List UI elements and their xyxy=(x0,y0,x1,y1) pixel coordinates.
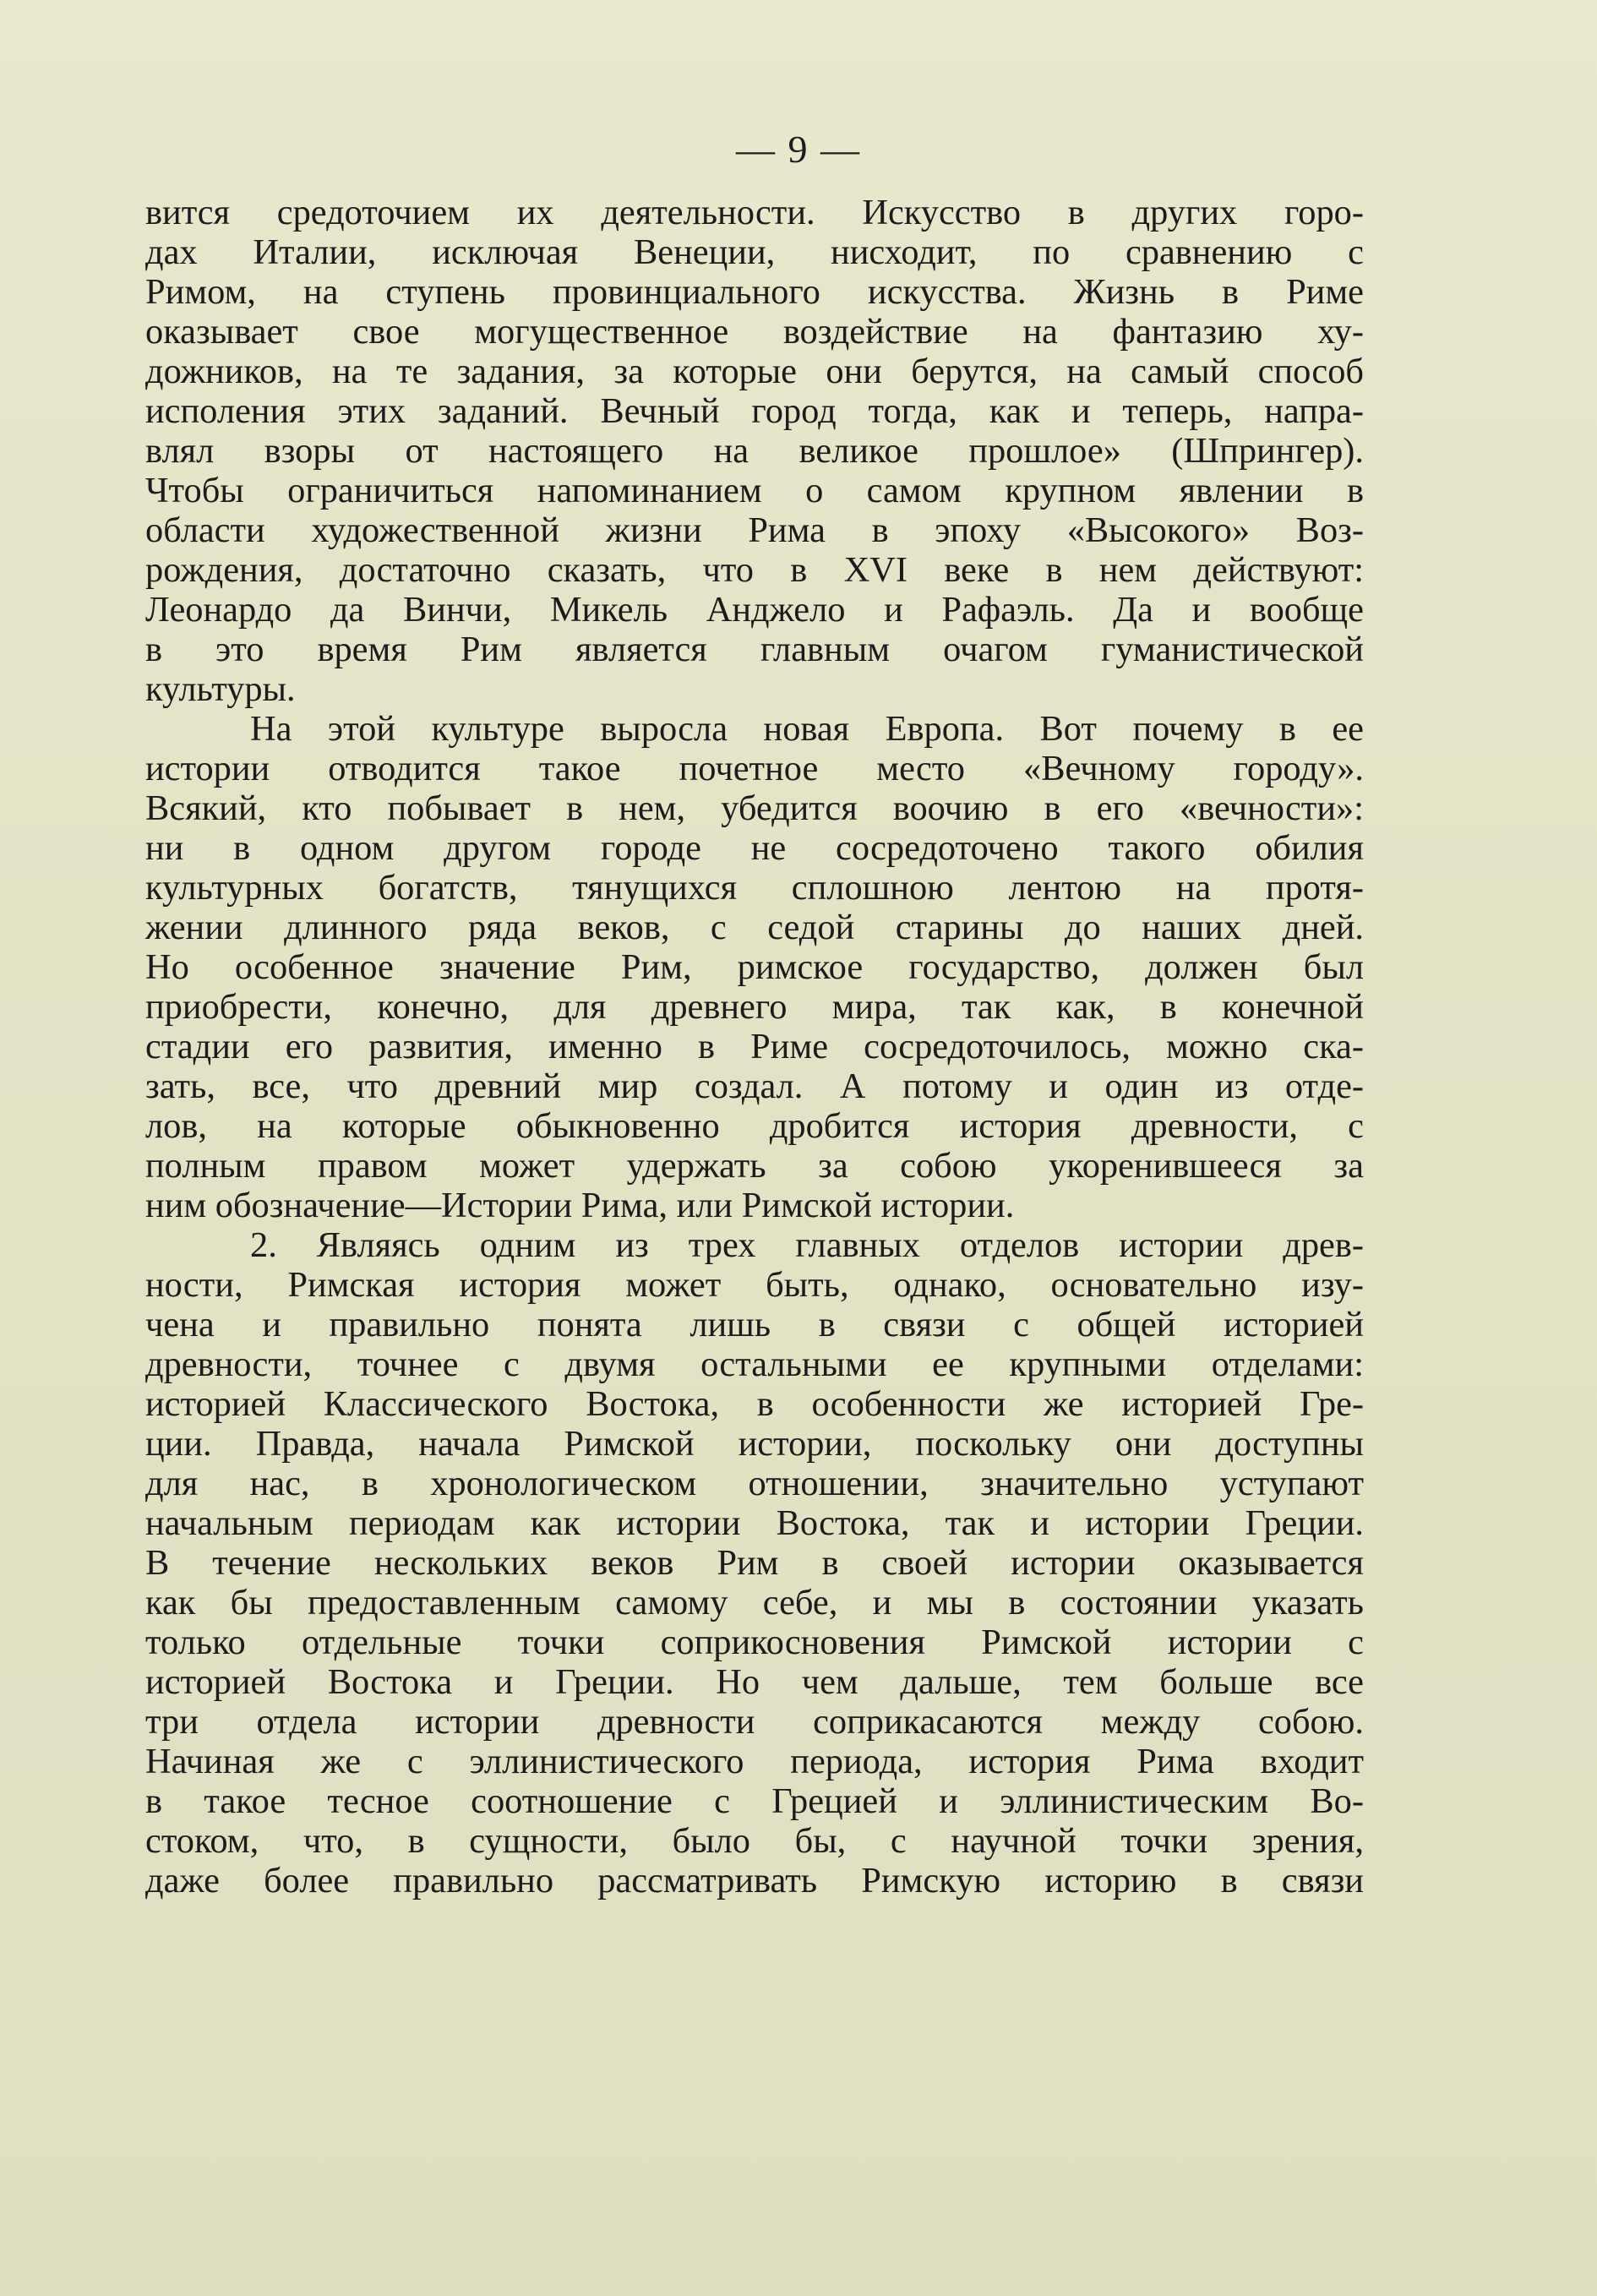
text-line: как бы предоставленным самому себе, и мы в состоянии указать xyxy=(145,1583,1364,1622)
text-line: стоком, что, в сущности, было бы, с научной точки зрения, xyxy=(145,1821,1364,1861)
text-line: историей Востока и Греции. Но чем дальше, тем больше все xyxy=(145,1662,1364,1702)
text-line: для нас, в хронологическом отношении, значительно уступают xyxy=(145,1464,1364,1503)
text-line: оказывает свое могущественное воздействие на фантазию ху- xyxy=(145,312,1364,352)
body-text xyxy=(145,193,1364,1901)
text-line: Леонардо да Винчи, Микель Анджело и Рафаэль. Да и вообще xyxy=(145,590,1364,630)
text-line: Но особенное значение Рим, римское государство, должен был xyxy=(145,947,1364,987)
text-line: приобрести, конечно, для древнего мира, так как, в конечной xyxy=(145,987,1364,1027)
text-line: области художественной жизни Рима в эпоху «Высокого» Воз- xyxy=(145,510,1364,550)
text-line: влял взоры от настоящего на великое прошлое» (Шпрингер). xyxy=(145,431,1364,471)
paragraph xyxy=(145,193,1364,709)
text-line: в такое тесное соотношение с Грецией и эллинистическим Во- xyxy=(145,1781,1364,1821)
text-line: рождения, достаточно сказать, что в XVI веке в нем действуют: xyxy=(145,550,1364,590)
text-line: три отдела истории древности соприкасаются между собою. xyxy=(145,1702,1364,1742)
text-line: ции. Правда, начала Римской истории, поскольку они доступны xyxy=(145,1424,1364,1464)
text-line: ним обозначение—Истории Рима, или Римской истории. xyxy=(145,1186,1015,1225)
text-line: начальным периодам как истории Востока, так и истории Греции. xyxy=(145,1503,1364,1543)
text-line: истории отводится такое почетное место «Вечному городу». xyxy=(145,749,1364,788)
text-line: Всякий, кто побывает в нем, убедится воочию в его «вечности»: xyxy=(145,788,1364,828)
text-line: в это время Рим является главным очагом гуманистической xyxy=(145,630,1364,669)
text-line: 2. Являясь одним из трех главных отделов истории древ- xyxy=(250,1225,1364,1265)
page-number: — 9 — xyxy=(736,128,861,171)
text-line: ни в одном другом городе не сосредоточено такого обилия xyxy=(145,828,1364,868)
text-line: Начиная же с эллинистического периода, история Рима входит xyxy=(145,1742,1364,1781)
text-line: ности, Римская история может быть, однако, основательно изу- xyxy=(145,1265,1364,1305)
paragraph xyxy=(145,709,1364,1225)
text-line: дах Италии, исключая Венеции, нисходит, по сравнению с xyxy=(145,232,1364,272)
text-line: дожников, на те задания, за которые они берутся, на самый способ xyxy=(145,352,1364,391)
text-line: только отдельные точки соприкосновения Римской истории с xyxy=(145,1622,1364,1662)
text-line: жении длинного ряда веков, с седой старины до наших дней. xyxy=(145,908,1364,947)
text-line: культуры. xyxy=(145,669,296,709)
text-line: чена и правильно понята лишь в связи с общей историей xyxy=(145,1305,1364,1344)
text-line: даже более правильно рассматривать Римскую историю в связи xyxy=(145,1861,1364,1901)
text-line: историей Классического Востока, в особенности же историей Гре- xyxy=(145,1384,1364,1424)
text-line: Чтобы ограничиться напоминанием о самом крупном явлении в xyxy=(145,471,1364,510)
text-line: полным правом может удержать за собою укоренившееся за xyxy=(145,1146,1364,1186)
text-line: культурных богатств, тянущихся сплошною лентою на протя- xyxy=(145,868,1364,908)
text-line: зать, все, что древний мир создал. А потому и один из отде- xyxy=(145,1066,1364,1106)
text-line: На этой культуре выросла новая Европа. Вот почему в ее xyxy=(250,709,1364,749)
text-line: стадии его развития, именно в Риме сосредоточилось, можно ска- xyxy=(145,1027,1364,1066)
text-line: древности, точнее с двумя остальными ее крупными отделами: xyxy=(145,1344,1364,1384)
text-line: исполения этих заданий. Вечный город тогда, как и теперь, напра- xyxy=(145,391,1364,431)
text-line: Римом, на ступень провинциального искусства. Жизнь в Риме xyxy=(145,272,1364,312)
text-line: вится средоточием их деятельности. Искусство в других горо- xyxy=(145,193,1364,232)
text-line: лов, на которые обыкновенно дробится история древности, с xyxy=(145,1106,1364,1146)
text-line: В течение нескольких веков Рим в своей истории оказывается xyxy=(145,1543,1364,1583)
paragraph xyxy=(145,1225,1364,1901)
